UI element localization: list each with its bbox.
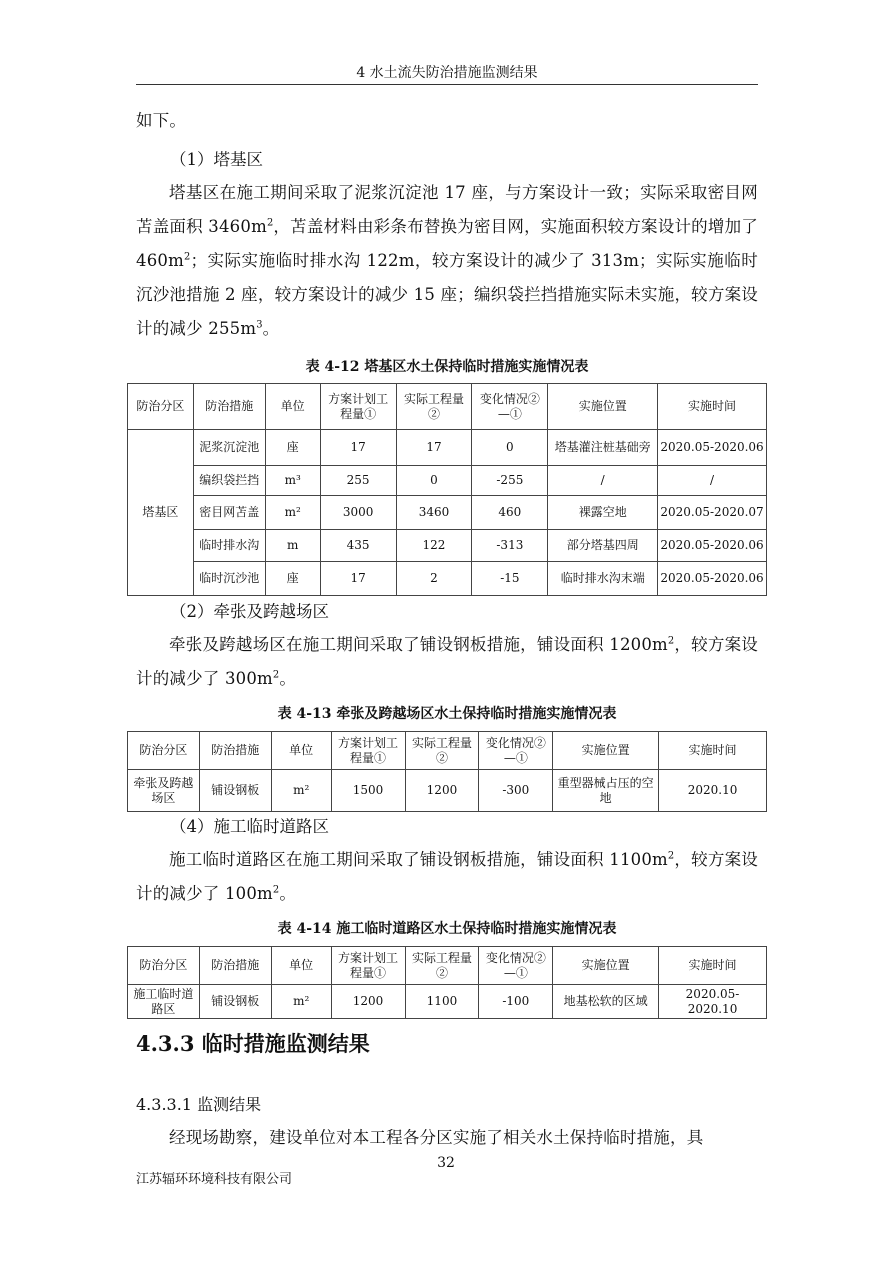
header-cell: 防治措施 <box>199 732 271 770</box>
cell: 17 <box>320 430 396 466</box>
cell: 17 <box>320 562 396 596</box>
header-cell: 防治措施 <box>193 384 265 430</box>
cell: 重型器械占压的空地 <box>553 770 659 812</box>
header-rule <box>136 84 758 85</box>
section-1-title: （1）塔基区 <box>170 150 263 169</box>
header-cell: 变化情况②—① <box>479 732 553 770</box>
header-cell: 方案计划工程量① <box>320 384 396 430</box>
cell: 2 <box>396 562 472 596</box>
cell: 2020.05-2020.06 <box>658 530 767 562</box>
header-cell: 防治分区 <box>128 384 194 430</box>
company-footer: 江苏辐环环境科技有限公司 <box>136 1172 293 1187</box>
cell: 密目网苫盖 <box>193 496 265 530</box>
cell: 435 <box>320 530 396 562</box>
section-4-title: （4）施工临时道路区 <box>170 817 329 836</box>
table-header-row <box>128 384 767 430</box>
running-header: 4 水土流失防治措施监测结果 <box>356 65 538 81</box>
section-2-title: （2）牵张及跨越场区 <box>170 602 329 621</box>
table-4-12-caption: 表 4-12 塔基区水土保持临时措施实施情况表 <box>305 359 589 375</box>
cell: 1200 <box>405 770 479 812</box>
cell: 0 <box>472 430 548 466</box>
cell: 1500 <box>331 770 405 812</box>
cell: 0 <box>396 466 472 496</box>
header-cell: 防治措施 <box>199 947 271 985</box>
cell: 17 <box>396 430 472 466</box>
table-row <box>128 562 767 596</box>
table-4-14-caption: 表 4-14 施工临时道路区水土保持临时措施实施情况表 <box>277 921 617 937</box>
header-cell: 单位 <box>271 947 331 985</box>
cell: 座 <box>265 562 320 596</box>
header-cell: 实施位置 <box>553 947 659 985</box>
cell: 1200 <box>331 985 405 1019</box>
table-4-13-caption: 表 4-13 牵张及跨越场区水土保持临时措施实施情况表 <box>277 706 617 722</box>
cell: m² <box>271 985 331 1019</box>
cell: -100 <box>479 985 553 1019</box>
table-row <box>128 530 767 562</box>
cell: m² <box>271 770 331 812</box>
section-4-paragraph: 施工临时道路区在施工期间采取了铺设钢板措施，铺设面积 $1100m^2$，较方案设计的减少了 $100m^2$。 <box>136 850 758 903</box>
cell: 2020.05-2020.07 <box>658 496 767 530</box>
intro-tail: 如下。 <box>136 111 187 130</box>
section-2-paragraph: 牵张及跨越场区在施工期间采取了铺设钢板措施，铺设面积 $1200m^2$，较方案设计的减少了 $300m^2$。 <box>136 635 758 688</box>
table-4-14 <box>127 946 767 1019</box>
header-cell: 实施位置 <box>548 384 658 430</box>
cell: 2020.05-2020.06 <box>658 562 767 596</box>
table-row <box>128 430 767 466</box>
cell: m³ <box>265 466 320 496</box>
header-cell: 实施时间 <box>659 947 767 985</box>
header-cell: 实际工程量② <box>405 947 479 985</box>
cell: 部分塔基四周 <box>548 530 658 562</box>
cell: 255 <box>320 466 396 496</box>
section-heading: 4.3.3 临时措施监测结果 <box>136 1031 370 1056</box>
cell: 2020.10 <box>659 770 767 812</box>
header-cell: 单位 <box>265 384 320 430</box>
cell: 2020.05-2020.06 <box>658 430 767 466</box>
cell: 临时沉沙池 <box>193 562 265 596</box>
header-cell: 实施时间 <box>658 384 767 430</box>
header-cell: 实际工程量② <box>396 384 472 430</box>
cell: 3460 <box>396 496 472 530</box>
table-row <box>128 496 767 530</box>
cell: 施工临时道路区 <box>128 985 200 1019</box>
header-cell: 实施位置 <box>553 732 659 770</box>
closing-paragraph: 经现场勘察，建设单位对本工程各分区实施了相关水土保持临时措施，具 <box>169 1128 704 1147</box>
header-cell: 防治分区 <box>128 947 200 985</box>
table-row <box>128 770 767 812</box>
cell: 3000 <box>320 496 396 530</box>
header-cell: 变化情况②—① <box>479 947 553 985</box>
cell: 地基松软的区域 <box>553 985 659 1019</box>
table-header-row <box>128 947 767 985</box>
cell: / <box>548 466 658 496</box>
cell: 临时排水沟末端 <box>548 562 658 596</box>
section-1-paragraph: 塔基区在施工期间采取了泥浆沉淀池 17 座，与方案设计一致；实际采取密目网苫盖面积 $3460m^2$，苫盖材料由彩条布替换为密目网，实施面积较方案设计的增加了 $460m^2$；实际实施临时排水沟 122m，较方案设计的减少了 313m；实际实施临时沉沙池措施 2 座，较方案设计的减少 15 座；编织袋拦挡措施实际未实施，较方案设计的减少 $255m^3$。 <box>136 183 758 338</box>
table-4-13 <box>127 731 767 812</box>
table-header-row <box>128 732 767 770</box>
cell: 460 <box>472 496 548 530</box>
table-4-12 <box>127 383 767 596</box>
cell: / <box>658 466 767 496</box>
cell: 122 <box>396 530 472 562</box>
header-cell: 实施时间 <box>659 732 767 770</box>
cell: 1100 <box>405 985 479 1019</box>
page-number: 32 <box>437 1155 455 1171</box>
cell: m <box>265 530 320 562</box>
cell: 裸露空地 <box>548 496 658 530</box>
cell: 编织袋拦挡 <box>193 466 265 496</box>
header-cell: 变化情况②—① <box>472 384 548 430</box>
cell: 铺设钢板 <box>199 985 271 1019</box>
cell: 铺设钢板 <box>199 770 271 812</box>
cell: -255 <box>472 466 548 496</box>
cell: 牵张及跨越场区 <box>128 770 200 812</box>
cell: 泥浆沉淀池 <box>193 430 265 466</box>
cell: -15 <box>472 562 548 596</box>
header-cell: 单位 <box>271 732 331 770</box>
cell: 座 <box>265 430 320 466</box>
header-cell: 方案计划工程量① <box>331 947 405 985</box>
zone-cell: 塔基区 <box>128 430 194 596</box>
header-cell: 防治分区 <box>128 732 200 770</box>
table-row <box>128 985 767 1019</box>
header-cell: 方案计划工程量① <box>331 732 405 770</box>
cell: -300 <box>479 770 553 812</box>
cell: 塔基灌注桩基础旁 <box>548 430 658 466</box>
cell: 临时排水沟 <box>193 530 265 562</box>
subsection-heading: 4.3.3.1 监测结果 <box>136 1095 262 1114</box>
header-cell: 实际工程量② <box>405 732 479 770</box>
table-row <box>128 466 767 496</box>
cell: 2020.05-2020.10 <box>659 985 767 1019</box>
cell: m² <box>265 496 320 530</box>
cell: -313 <box>472 530 548 562</box>
